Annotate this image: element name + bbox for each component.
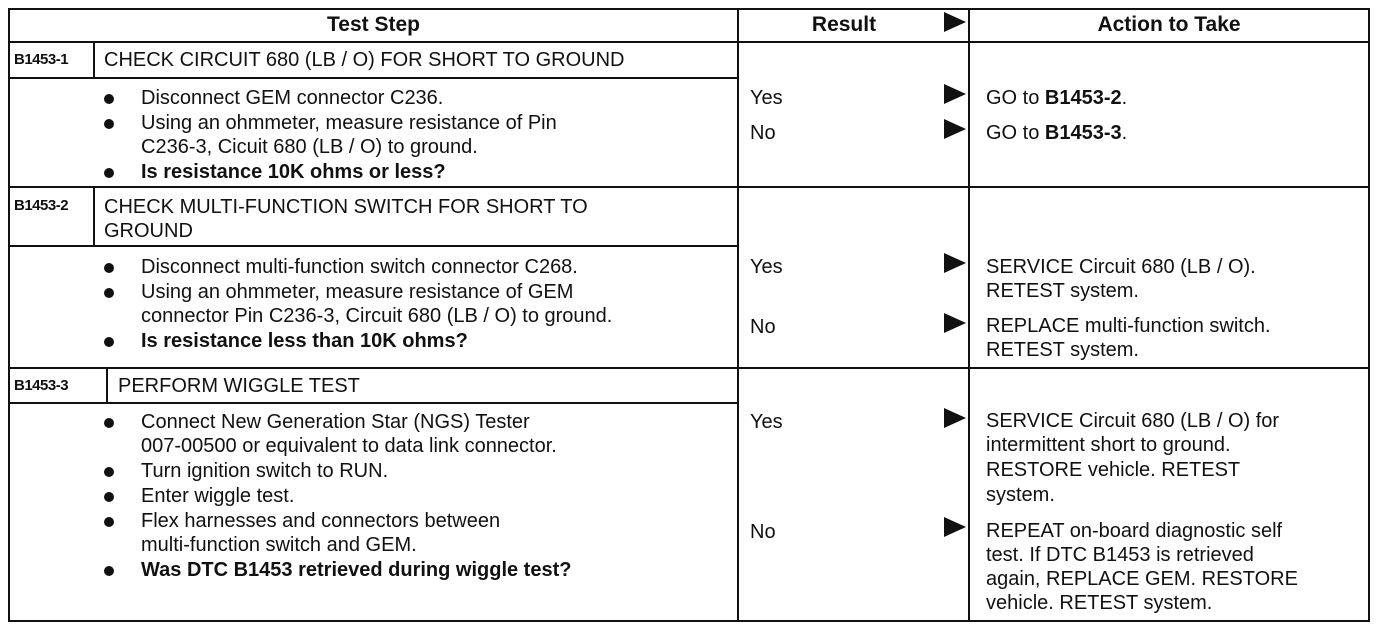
rule-top <box>8 8 1370 10</box>
bullet-text: Turn ignition switch to RUN. <box>141 460 389 482</box>
rule-id3 <box>106 367 108 404</box>
arrow-icon <box>944 119 966 139</box>
bullet-text: C236-3, Cicuit 680 (LB / O) to ground. <box>141 136 478 158</box>
step-title: CHECK CIRCUIT 680 (LB / O) FOR SHORT TO GROUND <box>104 49 625 71</box>
arrow-icon <box>944 408 966 428</box>
bullet-text-question: Is resistance less than 10K ohms? <box>141 330 468 352</box>
action-text: intermittent short to ground. <box>986 434 1231 456</box>
step-title: CHECK MULTI-FUNCTION SWITCH FOR SHORT TO <box>104 196 588 218</box>
action-text: GO to B1453-2. <box>986 87 1128 109</box>
bullet-icon <box>104 111 124 135</box>
result-yes: Yes <box>750 87 783 109</box>
action-text: GO to B1453-3. <box>986 122 1128 144</box>
bullet-icon <box>104 509 124 533</box>
result-no: No <box>750 122 776 144</box>
bullet-icon <box>104 558 124 582</box>
step-id: B1453-1 <box>14 51 69 68</box>
action-text: again, REPLACE GEM. RESTORE <box>986 568 1298 590</box>
result-yes: Yes <box>750 411 783 433</box>
bullet-text: multi-function switch and GEM. <box>141 534 417 556</box>
action-text: RETEST system. <box>986 339 1139 361</box>
step-title: GROUND <box>104 220 193 242</box>
bullet-text: Enter wiggle test. <box>141 485 295 507</box>
rule-step1-title <box>8 77 739 79</box>
rule-left <box>8 8 10 622</box>
bullet-text-question: Is resistance 10K ohms or less? <box>141 161 446 183</box>
arrow-icon <box>944 517 966 537</box>
action-text: SERVICE Circuit 680 (LB / O). <box>986 256 1256 278</box>
action-text: REPEAT on-board diagnostic self <box>986 520 1283 542</box>
bullet-text: Using an ohmmeter, measure resistance of Pin <box>141 112 557 134</box>
bullet-icon <box>104 329 124 353</box>
bullet-icon <box>104 459 124 483</box>
bullet-text: Disconnect GEM connector C236. <box>141 87 444 109</box>
rule-id1 <box>93 41 95 79</box>
bullet-text-question: Was DTC B1453 retrieved during wiggle test? <box>141 559 572 581</box>
action-text: test. If DTC B1453 is retrieved <box>986 544 1254 566</box>
header-test-step: Test Step <box>327 13 420 36</box>
bullet-icon <box>104 484 124 508</box>
rule-step2-bottom <box>8 367 1370 369</box>
rule-header-bottom <box>8 41 1370 43</box>
bullet-text: Flex harnesses and connectors between <box>141 510 501 532</box>
bullet-icon <box>104 255 124 279</box>
action-text: vehicle. RETEST system. <box>986 592 1213 614</box>
action-text: REPLACE multi-function switch. <box>986 315 1271 337</box>
header-action: Action to Take <box>1097 13 1241 36</box>
rule-right <box>1368 8 1370 622</box>
bullet-icon <box>104 160 124 184</box>
step-title: PERFORM WIGGLE TEST <box>118 375 360 397</box>
rule-step3-title <box>8 402 739 404</box>
arrow-icon <box>944 84 966 104</box>
action-text: system. <box>986 484 1055 506</box>
bullet-icon <box>104 86 124 110</box>
bullet-icon <box>104 280 124 304</box>
step-id: B1453-2 <box>14 197 69 214</box>
action-text: RETEST system. <box>986 280 1139 302</box>
rule-step2-title <box>8 245 739 247</box>
result-no: No <box>750 521 776 543</box>
rule-bottom <box>8 620 1370 622</box>
step-id: B1453-3 <box>14 377 69 394</box>
rule-col-result <box>737 8 739 622</box>
bullet-text: connector Pin C236-3, Circuit 680 (LB / O) to ground. <box>141 305 613 327</box>
rule-col-action <box>968 8 970 622</box>
bullet-text: Disconnect multi-function switch connector C268. <box>141 256 578 278</box>
bullet-icon <box>104 410 124 434</box>
rule-id2 <box>93 186 95 247</box>
result-no: No <box>750 316 776 338</box>
arrow-icon <box>944 253 966 273</box>
action-text: RESTORE vehicle. RETEST <box>986 459 1241 481</box>
action-text: SERVICE Circuit 680 (LB / O) for <box>986 410 1280 432</box>
header-result: Result <box>811 13 877 36</box>
result-yes: Yes <box>750 256 783 278</box>
bullet-text: Using an ohmmeter, measure resistance of GEM <box>141 281 574 303</box>
arrow-icon <box>944 313 966 333</box>
bullet-text: Connect New Generation Star (NGS) Tester <box>141 411 530 433</box>
rule-step1-bottom <box>8 186 1370 188</box>
bullet-text: 007-00500 or equivalent to data link connector. <box>141 435 557 457</box>
header-arrow-icon <box>944 12 966 32</box>
